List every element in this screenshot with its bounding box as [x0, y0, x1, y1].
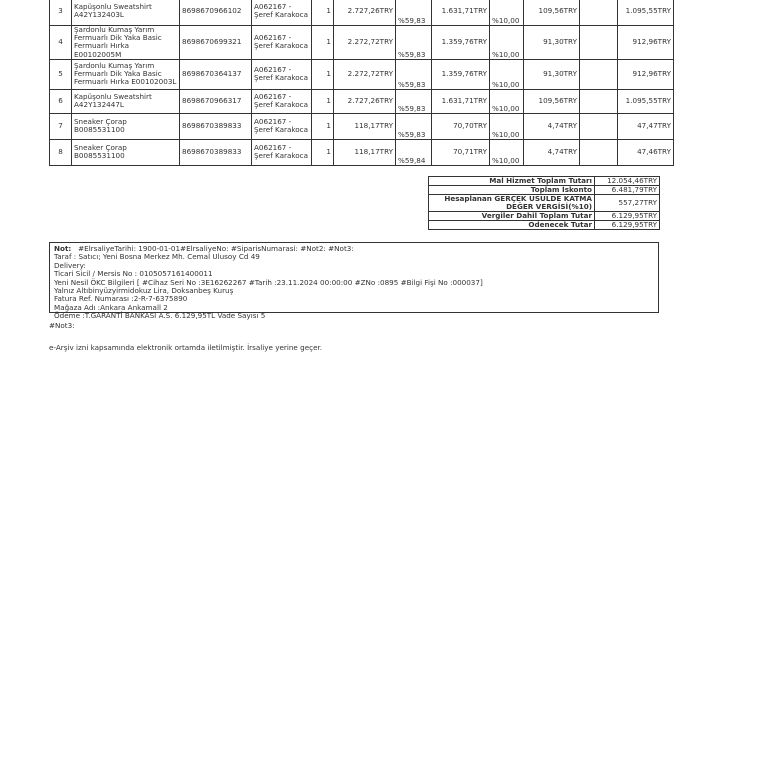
notes-line: Delivery: [54, 260, 86, 270]
item-discount-amount-cell: 1.359,76TRY [432, 26, 490, 60]
item-extra-cell [580, 89, 618, 113]
item-no-cell: 7 [50, 113, 72, 139]
totals-label: Vergiler Dahil Toplam Tutar [429, 212, 595, 221]
totals-label: Hesaplanan GERÇEK USULDE KATMA DEĞER VERGİSİ(%10) [429, 195, 595, 212]
item-vat-rate-cell: %10,00 [490, 139, 524, 165]
item-vat-amount-cell: 109,56TRY [524, 89, 580, 113]
item-vat-rate-cell: %10,00 [490, 26, 524, 60]
earsiv-note: e-Arşiv izni kapsamında elektronik ortamda iletilmiştir. İrsaliye yerine geçer. [49, 343, 323, 352]
notes-line: Ticari Sicil / Mersis No : 0105057161400011 [54, 269, 213, 279]
item-discount-rate-cell: %59,83 [396, 0, 432, 26]
item-discount-amount-cell: 1.631,71TRY [432, 89, 490, 113]
item-discount-rate-cell: %59,84 [396, 139, 432, 165]
item-extra-cell [580, 0, 618, 26]
item-discount-amount-cell: 1.359,76TRY [432, 59, 490, 89]
notes-line: Fatura Ref. Numarası :2-R-7-6375890 [54, 294, 188, 304]
item-qty-cell: 1 [312, 59, 334, 89]
item-total-cell: 47,47TRY [618, 113, 674, 139]
item-extra-cell [580, 113, 618, 139]
item-name-cell: Şardonlu Kumaş Yarım Fermuarlı Dik Yaka Basic Fermuarlı Hırka E00102003L [72, 59, 180, 89]
item-barcode-cell: 8698670364137 [180, 59, 252, 89]
totals-label: Mal Hizmet Toplam Tutarı [429, 177, 595, 186]
totals-row [429, 195, 660, 212]
item-vat-amount-cell: 109,56TRY [524, 0, 580, 26]
item-discount-amount-cell: 70,70TRY [432, 113, 490, 139]
item-warehouse-cell: A062167 - Şeref Karakoca [252, 59, 312, 89]
item-extra-cell [580, 26, 618, 60]
item-warehouse-cell: A062167 - Şeref Karakoca [252, 26, 312, 60]
item-warehouse-cell: A062167 - Şeref Karakoca [252, 139, 312, 165]
item-barcode-cell: 8698670966317 [180, 89, 252, 113]
invoice-items-table [49, 0, 674, 166]
item-vat-amount-cell: 91,30TRY [524, 59, 580, 89]
item-discount-rate-cell: %59,83 [396, 59, 432, 89]
item-no-cell: 8 [50, 139, 72, 165]
table-row [50, 59, 674, 89]
item-name-cell: Sneaker Çorap B0085531100 [72, 139, 180, 165]
item-total-cell: 912,96TRY [618, 26, 674, 60]
item-vat-amount-cell: 4,74TRY [524, 139, 580, 165]
item-barcode-cell: 8698670966102 [180, 0, 252, 26]
item-no-cell: 3 [50, 0, 72, 26]
notes-line: Yeni Nesil ÖKC Bilgileri [ #Cihaz Seri No :3E16262267 #Tarih :23.11.2024 00:00:00 #ZNo :0895 #Bilgi Fişi No :000037] [54, 277, 483, 287]
item-discount-rate-cell: %59,83 [396, 26, 432, 60]
item-barcode-cell: 8698670699321 [180, 26, 252, 60]
totals-value: 6.481,79TRY [595, 186, 660, 195]
item-name-cell: Kapüşonlu Sweatshirt A42Y132447L [72, 89, 180, 113]
notes-line: Yalnız Altıbinyüzyirmidokuz Lira, Doksanbeş Kuruş [54, 286, 234, 296]
notes-box [49, 242, 659, 321]
item-price-cell: 2.272,72TRY [334, 26, 396, 60]
item-vat-rate-cell: %10,00 [490, 89, 524, 113]
totals-value: 6.129,95TRY [595, 212, 660, 221]
item-total-cell: 912,96TRY [618, 59, 674, 89]
item-qty-cell: 1 [312, 139, 334, 165]
totals-value: 557,27TRY [595, 195, 660, 212]
item-no-cell: 4 [50, 26, 72, 60]
item-price-cell: 2.272,72TRY [334, 59, 396, 89]
notes-line: #ElrsaliyeTarihi: 1900-01-01#ElrsaliyeNo: #SiparisNumarasi: #Not2: #Not3: [78, 244, 354, 253]
item-qty-cell: 1 [312, 113, 334, 139]
totals-label: Toplam İskonto [429, 186, 595, 195]
table-row [50, 113, 674, 139]
not3-label: #Not3: [49, 321, 75, 330]
table-row [50, 26, 674, 60]
item-discount-amount-cell: 70,71TRY [432, 139, 490, 165]
notes-line: Mağaza Adı :Ankara Ankamall 2 [54, 302, 168, 312]
item-qty-cell: 1 [312, 0, 334, 26]
item-price-cell: 118,17TRY [334, 139, 396, 165]
item-vat-rate-cell: %10,00 [490, 0, 524, 26]
table-row [50, 0, 674, 26]
totals-value: 12.054,46TRY [595, 177, 660, 186]
item-warehouse-cell: A062167 - Şeref Karakoca [252, 89, 312, 113]
item-extra-cell [580, 139, 618, 165]
notes-line: Ödeme :T.GARANTİ BANKASI A.S. 6.129,95TL Vade Sayısı 5 [54, 311, 266, 321]
item-name-cell: Şardonlu Kumaş Yarım Fermuarlı Dik Yaka Basic Fermuarlı Hırka E00102005M [72, 26, 180, 60]
totals-table [428, 176, 660, 230]
item-discount-rate-cell: %59,83 [396, 89, 432, 113]
table-row [50, 139, 674, 165]
item-qty-cell: 1 [312, 89, 334, 113]
item-discount-rate-cell: %59,83 [396, 113, 432, 139]
item-vat-amount-cell: 91,30TRY [524, 26, 580, 60]
item-price-cell: 118,17TRY [334, 113, 396, 139]
item-vat-rate-cell: %10,00 [490, 59, 524, 89]
item-barcode-cell: 8698670389833 [180, 139, 252, 165]
item-barcode-cell: 8698670389833 [180, 113, 252, 139]
item-discount-amount-cell: 1.631,71TRY [432, 0, 490, 26]
item-total-cell: 1.095,55TRY [618, 89, 674, 113]
item-warehouse-cell: A062167 - Şeref Karakoca [252, 113, 312, 139]
notes-line: Taraf : Satıcı; Yeni Bosna Merkez Mh. Cemal Ulusoy Cd 49 [54, 252, 260, 262]
item-qty-cell: 1 [312, 26, 334, 60]
item-total-cell: 47,46TRY [618, 139, 674, 165]
item-vat-amount-cell: 4,74TRY [524, 113, 580, 139]
item-no-cell: 6 [50, 89, 72, 113]
item-warehouse-cell: A062167 - Şeref Karakoca [252, 0, 312, 26]
item-extra-cell [580, 59, 618, 89]
totals-row [429, 221, 660, 230]
item-price-cell: 2.727,26TRY [334, 0, 396, 26]
item-name-cell: Sneaker Çorap B0085531100 [72, 113, 180, 139]
totals-value: 6.129,95TRY [595, 221, 660, 230]
table-row [50, 89, 674, 113]
totals-label: Ödenecek Tutar [429, 221, 595, 230]
item-vat-rate-cell: %10,00 [490, 113, 524, 139]
item-no-cell: 5 [50, 59, 72, 89]
item-price-cell: 2.727,26TRY [334, 89, 396, 113]
notes-title: Not: [54, 244, 72, 253]
item-name-cell: Kapüşonlu Sweatshirt A42Y132403L [72, 0, 180, 26]
item-total-cell: 1.095,55TRY [618, 0, 674, 26]
